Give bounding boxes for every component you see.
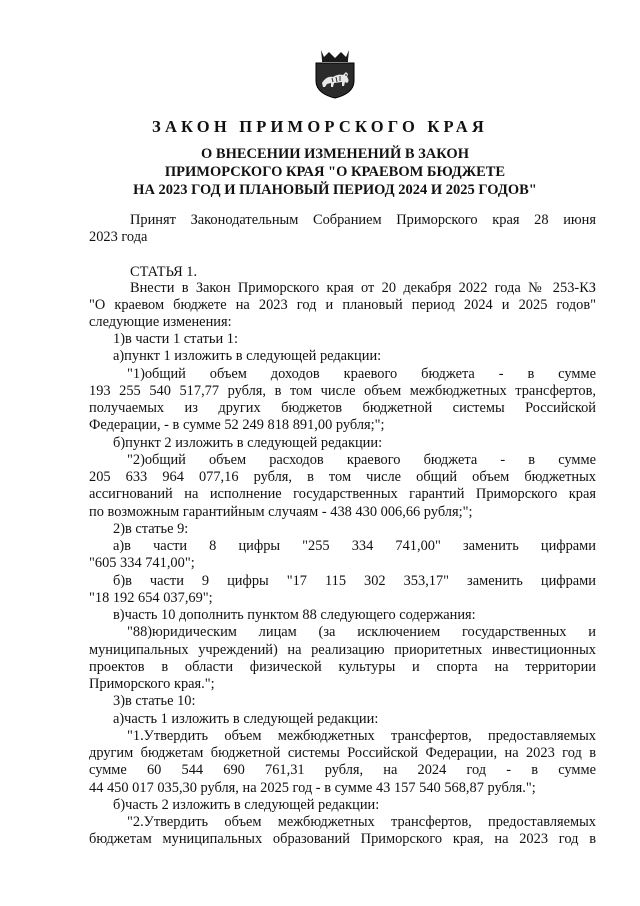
body-line: другим бюджетам бюджетной системы Российской Федерации, на 2023 год в [89,745,596,761]
body-line: "88)юридическим лицам (за исключением государственных и [127,624,596,640]
body-line: следующие изменения: [89,314,232,330]
subtitle-line: О ВНЕСЕНИИ ИЗМЕНЕНИЙ В ЗАКОН [201,146,469,162]
body-line: Внести в Закон Приморского края от 20 декабря 2022 года № 253-КЗ [130,280,596,296]
body-line: муниципальных учреждений) на реализацию приоритетных инвестиционных [89,642,596,658]
body-line: в)часть 10 дополнить пунктом 88 следующего содержания: [113,607,476,623]
body-line: 2)в статье 9: [113,521,189,537]
body-line: бюджетам муниципальных образований Приморского края, на 2023 год в [89,831,596,847]
body-line: б)пункт 2 изложить в следующей редакции: [113,435,383,451]
body-line: сумме 60 544 690 761,31 рубля, на 2024 год - в сумме [89,762,596,778]
body-line: "605 334 741,00"; [89,555,195,571]
body-line: 3)в статье 10: [113,693,196,709]
law-title: ЗАКОН ПРИМОРСКОГО КРАЯ [152,117,488,136]
adoption-line: Принят Законодательным Собранием Приморского края 28 июня [130,212,596,228]
body-line: "18 192 654 037,69"; [89,590,213,606]
body-line: а)пункт 1 изложить в следующей редакции: [113,348,382,364]
article-heading: СТАТЬЯ 1. [130,264,198,280]
body-line: Приморского края."; [89,676,215,692]
body-line: "О краевом бюджете на 2023 год и плановый период 2024 и 2025 годов" [89,297,596,313]
body-line: проектов в области физической культуры и спорта на территории [89,659,596,675]
coat-of-arms-icon [312,47,358,99]
body-line: "2)общий объем расходов краевого бюджета - в сумме [127,452,596,468]
body-line: 44 450 017 035,30 рубля, на 2025 год - в сумме 43 157 540 568,87 рубля."; [89,780,536,796]
body-line: а)в части 8 цифры "255 334 741,00" заменить цифрами [113,538,596,554]
body-line: получаемых из других бюджетов бюджетной системы Российской [89,400,596,416]
body-line: "1)общий объем доходов краевого бюджета - в сумме [127,366,596,382]
body-line: 193 255 540 517,77 рубля, в том числе объем межбюджетных трансфертов, [89,383,596,399]
body-line: б)часть 2 изложить в следующей редакции: [113,797,380,813]
body-line: "1.Утвердить объем межбюджетных трансфертов, предоставляемых [127,728,596,744]
body-line: ассигнований на исполнение государственных гарантий Приморского края [89,486,596,502]
body-line: Федерации, - в сумме 52 249 818 891,00 рубля;"; [89,417,385,433]
subtitle-line: ПРИМОРСКОГО КРАЯ "О КРАЕВОМ БЮДЖЕТЕ [164,164,506,180]
body-line: а)часть 1 изложить в следующей редакции: [113,711,379,727]
law-subtitle [60,145,610,199]
subtitle-line: НА 2023 ГОД И ПЛАНОВЫЙ ПЕРИОД 2024 И 2025 ГОДОВ" [133,182,537,198]
body-line: "2.Утвердить объем межбюджетных трансфертов, предоставляемых [127,814,596,830]
body-line: 1)в части 1 статьи 1: [113,331,238,347]
body-line: 205 633 964 077,16 рубля, в том числе общий объем бюджетных [89,469,596,485]
body-line: по возможным гарантийным случаям - 438 430 006,66 рубля;"; [89,504,473,520]
body-line: б)в части 9 цифры "17 115 302 353,17" заменить цифрами [113,573,596,589]
adoption-line: 2023 года [89,229,148,245]
